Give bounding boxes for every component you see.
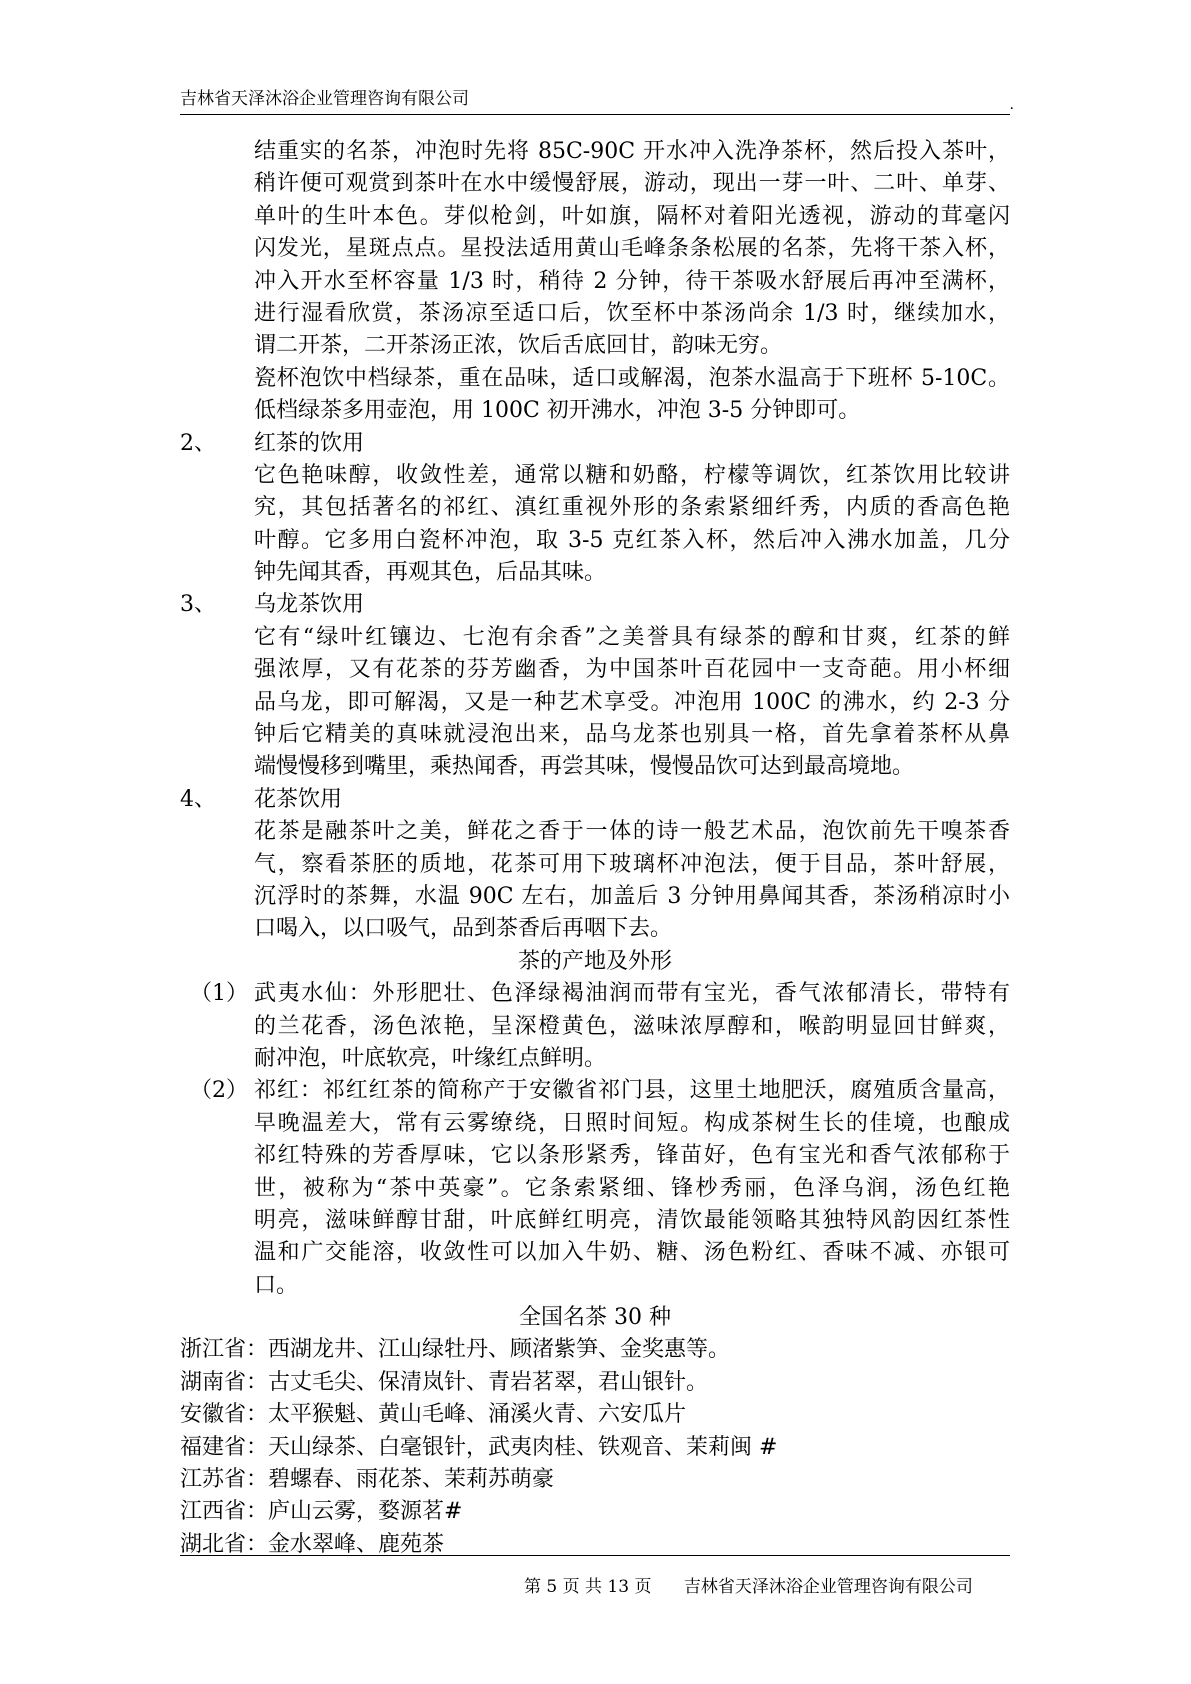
line-text: 温和广交能溶，收敛性可以加入牛奶、糖、汤色粉红、香味不减、亦银可 [254,1240,1010,1266]
header-mark: . [1009,97,1014,113]
text-line [180,622,1010,654]
text-line [180,428,1010,460]
page-footer [524,1576,973,1598]
line-text: 冲入开水至杯容量 1/3 时，稍待 2 分钟，待干茶吸水舒展后再冲至满杯， [254,268,1010,294]
text-line [180,1496,1010,1528]
line-text: 强浓厚，又有花茶的芬芳幽香，为中国茶叶百花园中一支奇葩。用小杯细 [254,657,1010,683]
line-text: 福建省：天山绿茶、白毫银针，武夷肉桂、铁观音、茉莉闽 # [180,1434,778,1460]
text-line [180,201,1010,233]
line-text: 进行湿看欣赏，茶汤凉至适口后，饮至杯中茶汤尚余 1/3 时，继续加水， [254,300,1010,326]
line-text: 红茶的饮用 [254,430,365,456]
line-text: 低档绿茶多用壶泡，用 100C 初开沸水，冲泡 3-5 分钟即可。 [254,398,861,424]
line-text: 的兰花香，汤色浓艳，呈深橙黄色，滋味浓厚醇和，喉韵明显回甘鲜爽， [254,1013,1010,1039]
text-line [180,946,1010,978]
line-text: 祁红特殊的芳香厚味，它以条形紧秀，锋苗好，色有宝光和香气浓郁称于 [254,1143,1010,1169]
footer-company: 吉林省天泽沐浴企业管理咨询有限公司 [683,1577,973,1597]
text-line [180,330,1010,362]
line-text: 安徽省：太平猴魁、黄山毛峰、涌溪火青、六安瓜片 [180,1402,687,1428]
text-line [180,719,1010,751]
line-text: 明亮，滋味鲜醇甘甜，叶底鲜红明亮，清饮最能领略其独特风韵因红茶性 [254,1207,1010,1233]
line-text: 茶的产地及外形 [517,948,672,974]
line-text: 浙江省：西湖龙井、江山绿牡丹、顾渚紫笋、金奖惠等。 [180,1337,731,1363]
line-text: 瓷杯泡饮中档绿茶，重在品味，适口或解渴，泡茶水温高于下班杯 5-10C。 [254,365,1010,391]
line-text: 湖南省：古丈毛尖、保清岚针、青岩茗翠，君山银针。 [180,1369,709,1395]
section-number: 4、 [180,786,216,812]
text-line [180,1529,1010,1561]
line-text: 端慢慢移到嘴里，乘热闻香，再尝其味，慢慢品饮可达到最高境地。 [254,754,915,780]
section-number: 2、 [180,430,216,456]
line-text: 耐冲泡，叶底软亮，叶缘红点鲜明。 [254,1045,607,1071]
text-line [180,1237,1010,1269]
line-text: 它色艳味醇，收敛性差，通常以糖和奶酪，柠檬等调饮，红茶饮用比较讲 [254,462,1010,488]
text-line [180,1075,1010,1107]
line-text: 世，被称为“茶中英豪”。它条索紧细、锋杪秀丽，色泽乌润，汤色红艳 [254,1175,1010,1201]
line-text: 单叶的生叶本色。芽似枪剑，叶如旗，隔杯对着阳光透视，游动的茸毫闪 [254,203,1010,229]
line-text: 谓二开茶，二开茶汤正浓，饮后舌底回甘，韵味无穷。 [254,333,783,359]
line-text: 结重实的名茶，冲泡时先将 85C-90C 开水冲入洗净茶杯，然后投入茶叶， [254,139,1010,164]
text-line [180,816,1010,848]
text-line [180,1270,1010,1302]
text-line [180,1302,1010,1334]
text-line [180,1399,1010,1431]
line-text: 叶醇。它多用白瓷杯冲泡，取 3-5 克红茶入杯，然后冲入沸水加盖，几分 [254,527,1010,553]
line-text: 湖北省：金水翠峰、鹿苑茶 [180,1531,445,1557]
item-number: （1） [190,981,248,1007]
page-number: 第 5 页 共 13 页 [524,1577,652,1597]
line-text: 稍许便可观赏到茶叶在水中缓慢舒展，游动，现出一芽一叶、二叶、单芽、 [254,171,1010,197]
line-text: 闪发光，星斑点点。星投法适用黄山毛峰条条松展的名茶，先将干茶入杯， [254,236,1010,262]
text-line [180,168,1010,200]
line-text: 品乌龙，即可解渴，又是一种艺术享受。冲泡用 100C 的沸水，约 2-3 分 [254,689,1010,715]
line-text: 钟后它精美的真味就浸泡出来，品乌龙茶也别具一格，首先拿着茶杯从鼻 [254,722,1010,748]
text-line [180,1334,1010,1366]
line-text: 口喝入，以口吸气，品到茶香后再咽下去。 [254,916,673,942]
text-line [180,1140,1010,1172]
text-line [180,395,1010,427]
text-line [180,525,1010,557]
footer-rule [180,1555,1010,1556]
text-line [180,492,1010,524]
text-line [180,687,1010,719]
text-line [180,589,1010,621]
text-line [180,363,1010,395]
line-text: 花茶饮用 [254,786,343,812]
text-line [180,849,1010,881]
text-line [180,978,1010,1010]
text-line [180,460,1010,492]
text-line [180,1043,1010,1075]
text-line [180,1432,1010,1464]
line-text: 气，察看茶胚的质地，花茶可用下玻璃杯冲泡法，便于目品，茶叶舒展， [254,851,1010,877]
text-line [180,913,1010,945]
text-line [180,1011,1010,1043]
line-text: 花茶是融茶叶之美，鲜花之香于一体的诗一般艺术品，泡饮前先干嗅茶香 [254,819,1010,845]
line-text: 江苏省：碧螺春、雨花茶、茉莉苏萌豪 [180,1467,555,1493]
line-text: 沉浮时的茶舞，水温 90C 左右，加盖后 3 分钟用鼻闻其香，茶汤稍凉时小 [254,883,1010,909]
line-text: 究，其包括著名的祁红、滇红重视外形的条索紧细纤秀，内质的香高色艳 [254,495,1010,521]
line-text: 乌龙茶饮用 [254,592,365,618]
text-line [180,1367,1010,1399]
text-line [180,1108,1010,1140]
text-line [180,557,1010,589]
line-text: 祁红：祁红红茶的简称产于安徽省祁门县，这里土地肥沃，腐殖质含量高， [254,1078,1010,1104]
line-text: 钟先闻其香，再观其色，后品其味。 [254,560,607,586]
text-line [180,751,1010,783]
section-number: 3、 [180,592,216,618]
page-header [180,88,1014,115]
header-company: 吉林省天泽沐浴企业管理咨询有限公司 [180,89,469,109]
text-line [180,266,1010,298]
line-text: 口。 [254,1272,299,1298]
line-text: 江西省：庐山云雾，婺源茗# [180,1499,463,1525]
text-line [180,1173,1010,1205]
text-line [180,1464,1010,1496]
line-text: 武夷水仙：外形肥壮、色泽绿褐油润而带有宝光，香气浓郁清长，带特有 [254,981,1010,1007]
text-line [180,881,1010,913]
text-line [180,233,1010,265]
line-text: 早晚温差大，常有云雾缭绕，日照时间短。构成茶树生长的佳境，也酿成 [254,1110,1010,1136]
text-line [180,298,1010,330]
text-line [180,784,1010,816]
line-text: 全国名茶 30 种 [519,1305,671,1331]
item-number: （2） [190,1078,248,1104]
text-line [180,1205,1010,1237]
text-line [180,136,1010,168]
text-line [180,654,1010,686]
line-text: 它有“绿叶红镶边、七泡有余香”之美誉具有绿茶的醇和甘爽，红茶的鲜 [254,624,1010,650]
document-body [180,136,1010,1561]
